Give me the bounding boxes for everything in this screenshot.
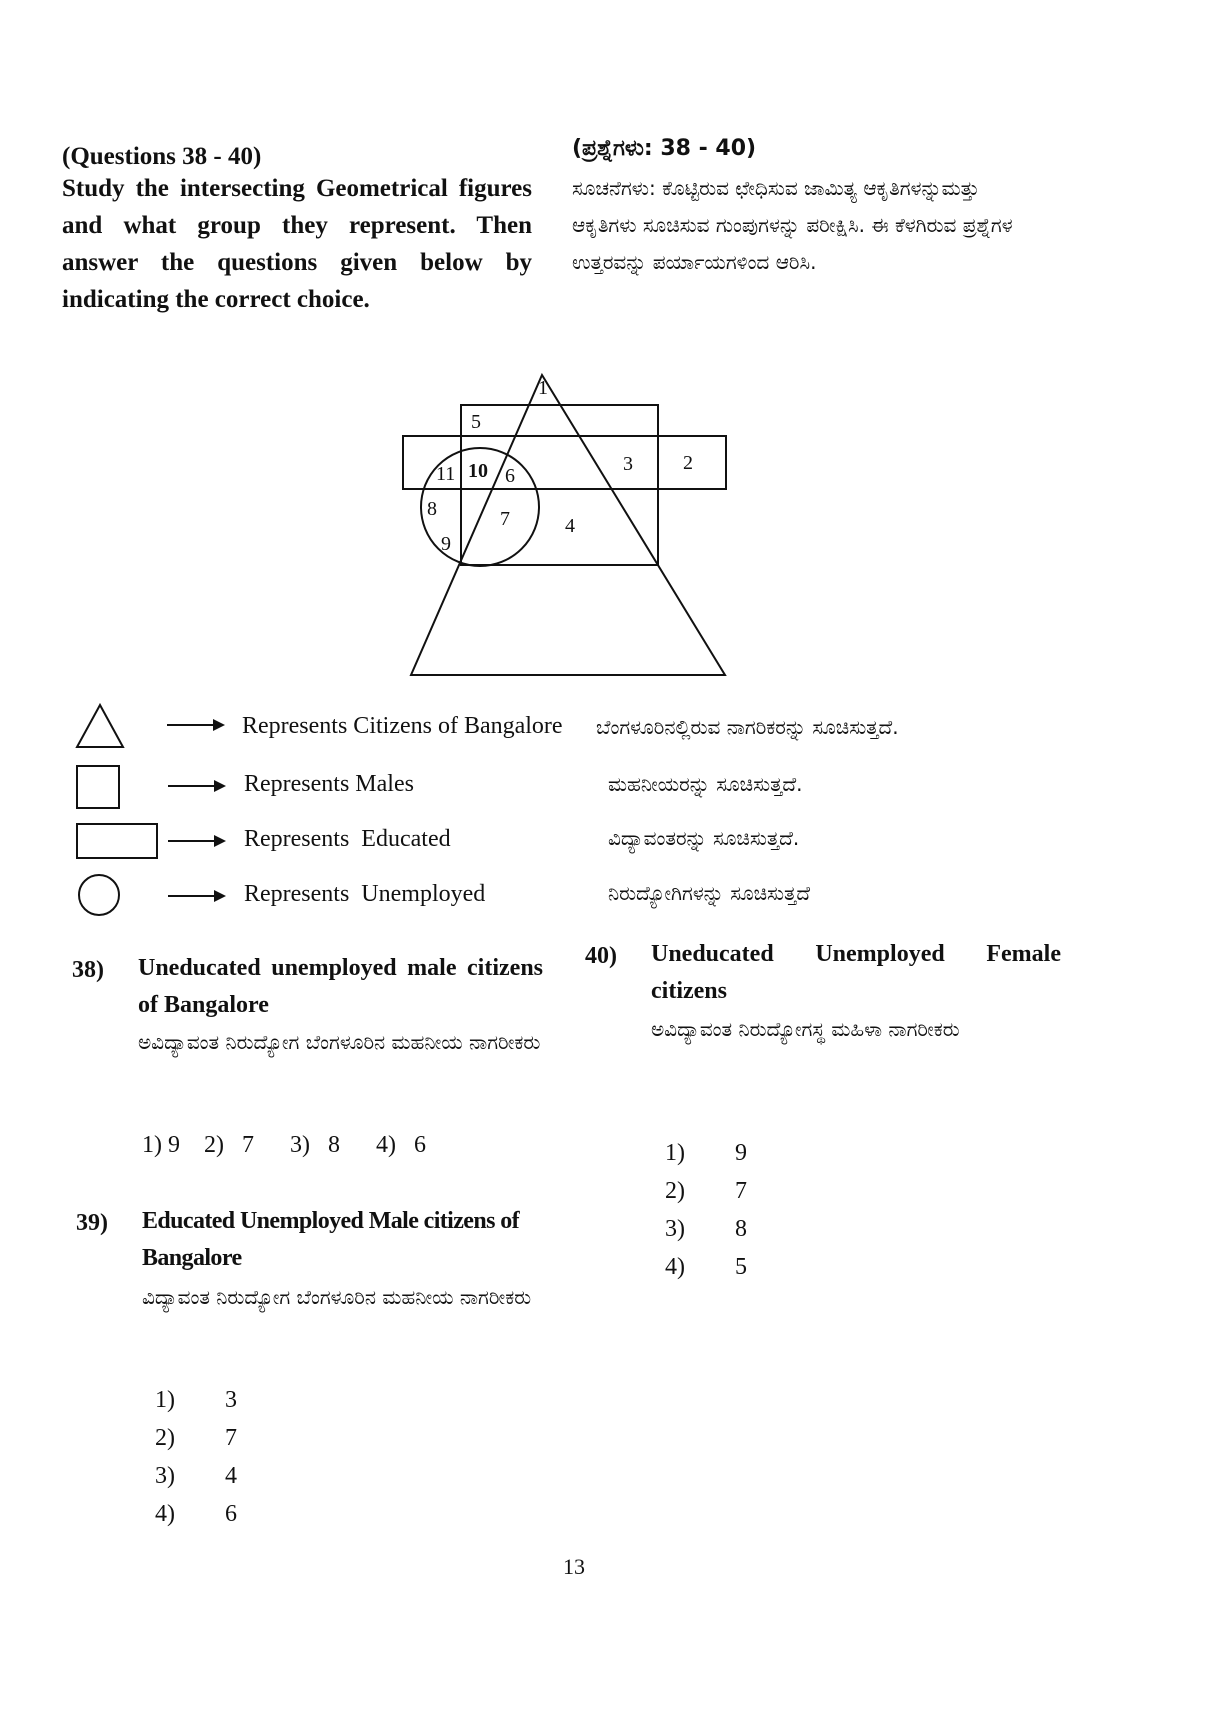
arrow-icon xyxy=(166,777,228,795)
option-row xyxy=(665,1216,747,1243)
region-label: 3 xyxy=(623,453,633,475)
legend-text-kn: ಮಹನೀಯರನ್ನು ಸೂಚಿಸುತ್ತದೆ. xyxy=(608,772,803,796)
question-39-text-kn: ವಿದ್ಯಾವಂತ ನಿರುದ್ಯೋಗ ಬೆಂಗಳೂರಿನ ಮಹನೀಯ ನಾಗರೀಕರು xyxy=(142,1285,532,1309)
option-row xyxy=(665,1254,747,1281)
question-39-text-en: Educated Unemployed Male citizens of Bangalore xyxy=(142,1208,520,1271)
question-40-text-kn: ಅವಿದ್ಯಾವಂತ ನಿರುದ್ಯೋಗಸ್ಥ ಮಹಿಳಾ ನಾಗರೀಕರು xyxy=(651,1017,960,1041)
question-38-number: 38) xyxy=(72,957,104,983)
legend-text-kn: ವಿದ್ಯಾವಂತರನ್ನು ಸೂಚಿಸುತ್ತದೆ. xyxy=(608,826,800,850)
kn-questions-title: (ಪ್ರಶ್ನೆಗಳು: 38 - 40) xyxy=(572,136,757,161)
option-number: 3) xyxy=(155,1463,175,1489)
option-value: 3 xyxy=(225,1387,237,1413)
legend-rectangle-icon xyxy=(75,822,161,862)
option-row xyxy=(155,1425,237,1452)
legend-text-en: Represents Unemployed xyxy=(244,881,486,907)
region-label: 1 xyxy=(538,377,548,399)
region-label: 2 xyxy=(683,452,693,474)
legend-text-kn: ನಿರುದ್ಯೋಗಿಗಳನ್ನು ಸೂಚಿಸುತ್ತದೆ xyxy=(608,881,811,905)
option-number: 2) xyxy=(665,1178,685,1204)
region-label: 11 xyxy=(436,463,456,485)
option-value: 5 xyxy=(735,1254,747,1280)
region-label: 4 xyxy=(565,515,575,537)
en-instructions: Study the intersecting Geometrical figures and what group they represent. Then answer the questions given below by indicating the correct choice. xyxy=(62,175,532,313)
option-row xyxy=(665,1178,747,1205)
option-value: 8 xyxy=(735,1216,747,1242)
arrow-icon xyxy=(165,716,227,734)
question-38-text-kn: ಅವಿದ್ಯಾವಂತ ನಿರುದ್ಯೋಗ ಬೆಂಗಳೂರಿನ ಮಹನೀಯ ನಾಗರೀಕರು xyxy=(138,1030,541,1054)
question-38-options: 1) 9 2) 7 3) 8 4) 6 xyxy=(142,1132,426,1158)
option-number: 2) xyxy=(155,1425,175,1451)
en-questions-title: (Questions 38 - 40) xyxy=(62,143,262,170)
legend-triangle-icon xyxy=(74,702,126,750)
region-label: 5 xyxy=(471,411,481,433)
option-number: 4) xyxy=(665,1254,685,1280)
region-label: 10 xyxy=(468,460,488,482)
option-row xyxy=(155,1387,237,1414)
legend-text-kn: ಬೆಂಗಳೂರಿನಲ್ಲಿರುವ ನಾಗರಿಕರನ್ನು ಸೂಚಿಸುತ್ತದೆ. xyxy=(596,715,899,739)
region-label: 8 xyxy=(427,498,437,520)
males-square xyxy=(461,405,658,565)
legend-circle-icon xyxy=(76,872,122,918)
option-number: 3) xyxy=(665,1216,685,1242)
kn-instructions: ಸೂಚನೆಗಳು: ಕೊಟ್ಟಿರುವ ಛೇಧಿಸುವ ಜಾಮಿತ್ಯ ಆಕೃತಿಗಳನ್ನುಮತ್ತು ಆಕೃತಿಗಳು ಸೂಚಿಸುವ ಗುಂಪುಗಳನ್ನು ಪರೀಕ್ಷಿಸಿ. ಈ ಕೆಳಗಿರುವ ಪ್ರಶ್ನೆಗಳ ಉತ್ತರವನ್ನು ಪರ್ಯಾಯಗಳಿಂದ ಆರಿಸಿ. xyxy=(572,176,1013,274)
page-number: 13 xyxy=(563,1554,585,1579)
region-label: 9 xyxy=(441,533,451,555)
region-label: 6 xyxy=(505,465,515,487)
option-number: 4) xyxy=(155,1501,175,1527)
option-number: 1) xyxy=(665,1140,685,1166)
option-number: 1) xyxy=(155,1387,175,1413)
option-row xyxy=(155,1501,237,1528)
arrow-icon xyxy=(166,887,228,905)
option-value: 9 xyxy=(735,1140,747,1166)
legend-text-en: Represents Citizens of Bangalore xyxy=(242,713,563,739)
option-value: 4 xyxy=(225,1463,237,1489)
option-value: 7 xyxy=(225,1425,237,1451)
legend-text-en: Represents Educated xyxy=(244,826,451,852)
option-value: 6 xyxy=(225,1501,237,1527)
legend-square-icon xyxy=(75,764,123,812)
arrow-icon xyxy=(166,832,228,850)
option-row xyxy=(665,1140,747,1167)
legend-text-en: Represents Males xyxy=(244,771,414,797)
option-value: 7 xyxy=(735,1178,747,1204)
region-label: 7 xyxy=(500,508,510,530)
venn-diagram xyxy=(390,370,750,680)
option-row xyxy=(155,1463,237,1490)
question-38-text-en: Uneducated unemployed male citizens of Bangalore xyxy=(138,955,543,1018)
question-39-number: 39) xyxy=(76,1210,108,1236)
question-40-number: 40) xyxy=(585,943,617,969)
question-40-text-en: Uneducated Unemployed Female citizens xyxy=(651,941,1061,1004)
